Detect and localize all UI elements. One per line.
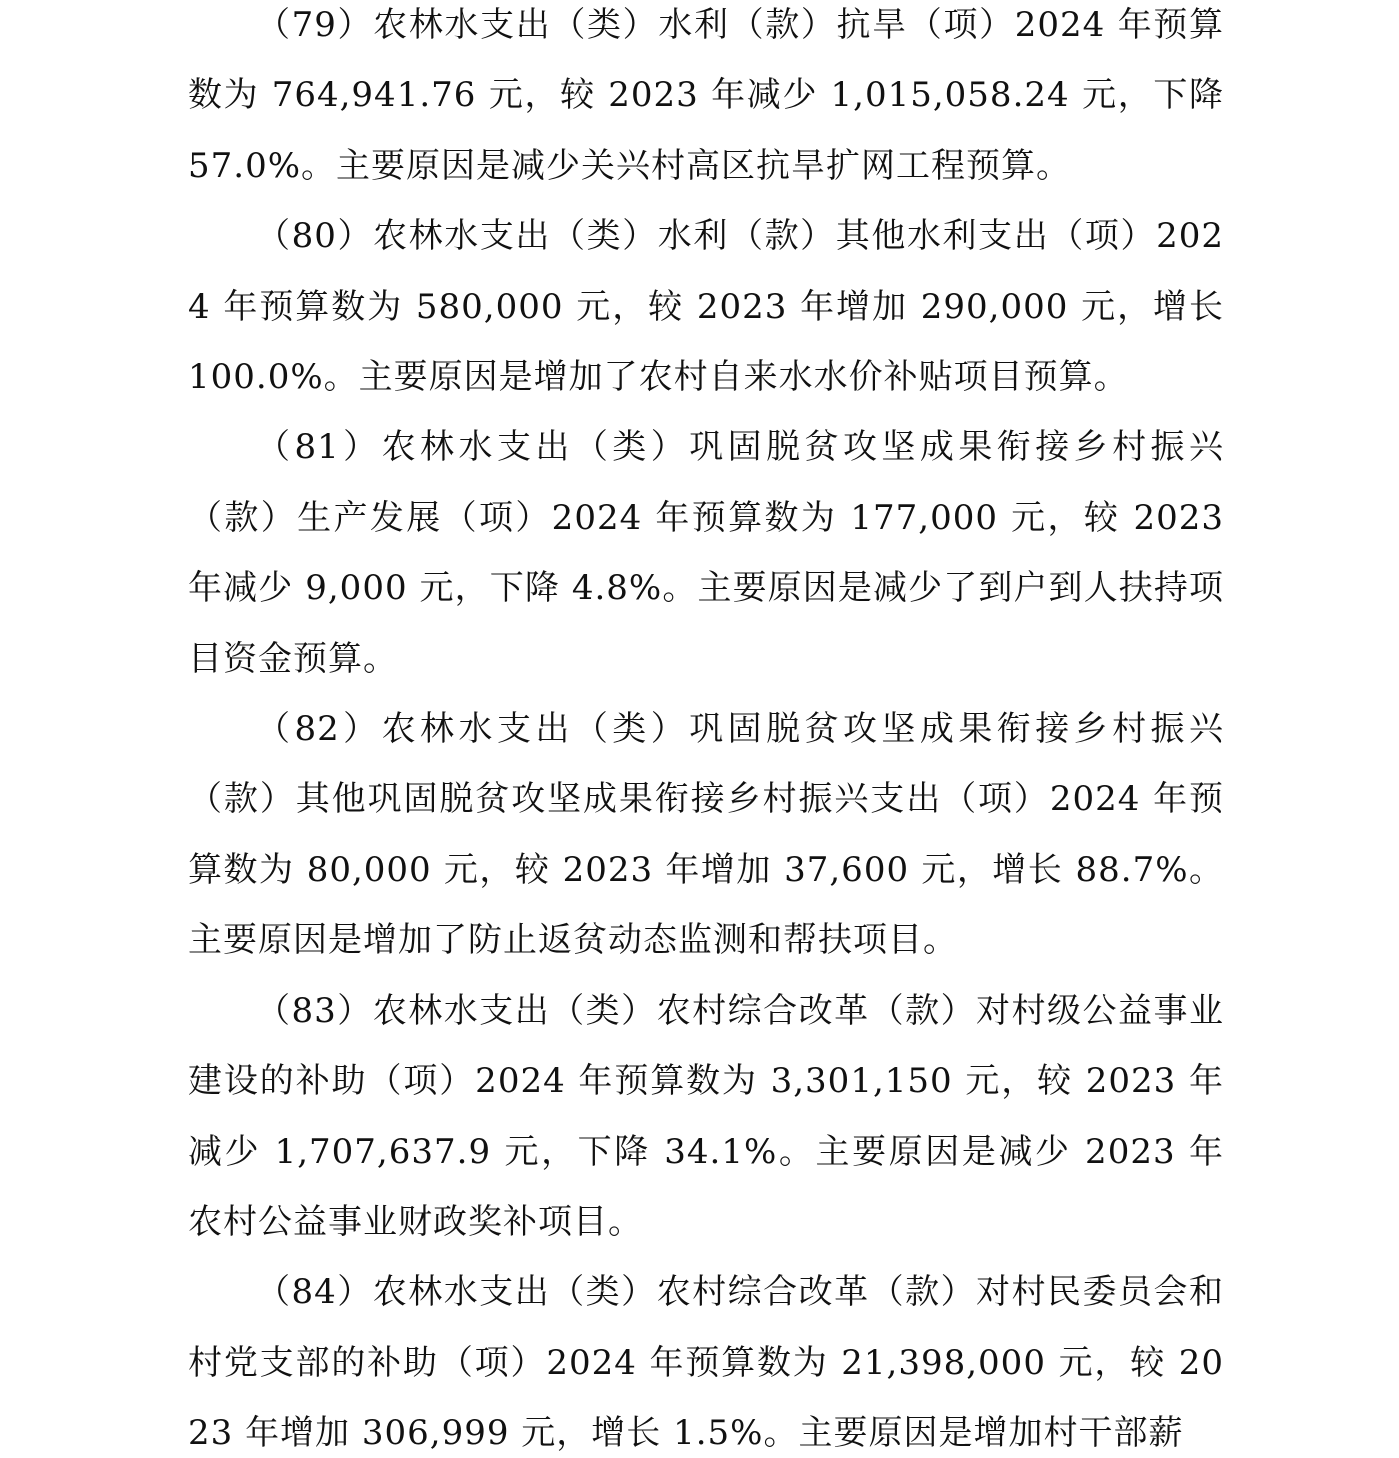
paragraph-80: （80）农林水支出（类）水利（款）其他水利支出（项）2024 年预算数为 580,000 元，较 2023 年增加 290,000 元，增长 100.0%。主要原因是增加了农村自来水水价补贴项目预算。 [188, 216, 1224, 398]
paragraph-82: （82）农林水支出（类）巩固脱贫攻坚成果衔接乡村振兴（款）其他巩固脱贫攻坚成果衔接乡村振兴支出（项）2024 年预算数为 80,000 元，较 2023 年增加 37,600 元，增长 88.7%。主要原因是增加了防止返贫动态监测和帮扶项目。 [188, 709, 1224, 961]
paragraph-79: （79）农林水支出（类）水利（款）抗旱（项）2024 年预算数为 764,941.76 元，较 2023 年减少 1,015,058.24 元，下降 57.0%。主要原因是减少关兴村高区抗旱扩网工程预算。 [188, 5, 1224, 186]
paragraph-83: （83）农林水支出（类）农村综合改革（款）对村级公益事业建设的补助（项）2024 年预算数为 3,301,150 元，较 2023 年减少 1,707,637.9 元，下降 34.1%。主要原因是减少 2023 年农村公益事业财政奖补项目。 [188, 990, 1224, 1242]
document-page [188, 0, 1224, 1458]
paragraph-84: （84）农林水支出（类）农村综合改革（款）对村民委员会和村党支部的补助（项）2024 年预算数为 21,398,000 元，较 2023 年增加 306,999 元，增长 1.5%。主要原因是增加村干部薪 [188, 1272, 1224, 1454]
paragraph-81: （81）农林水支出（类）巩固脱贫攻坚成果衔接乡村振兴（款）生产发展（项）2024 年预算数为 177,000 元，较 2023 年减少 9,000 元，下降 4.8%。主要原因是减少了到户到人扶持项目资金预算。 [188, 427, 1224, 679]
